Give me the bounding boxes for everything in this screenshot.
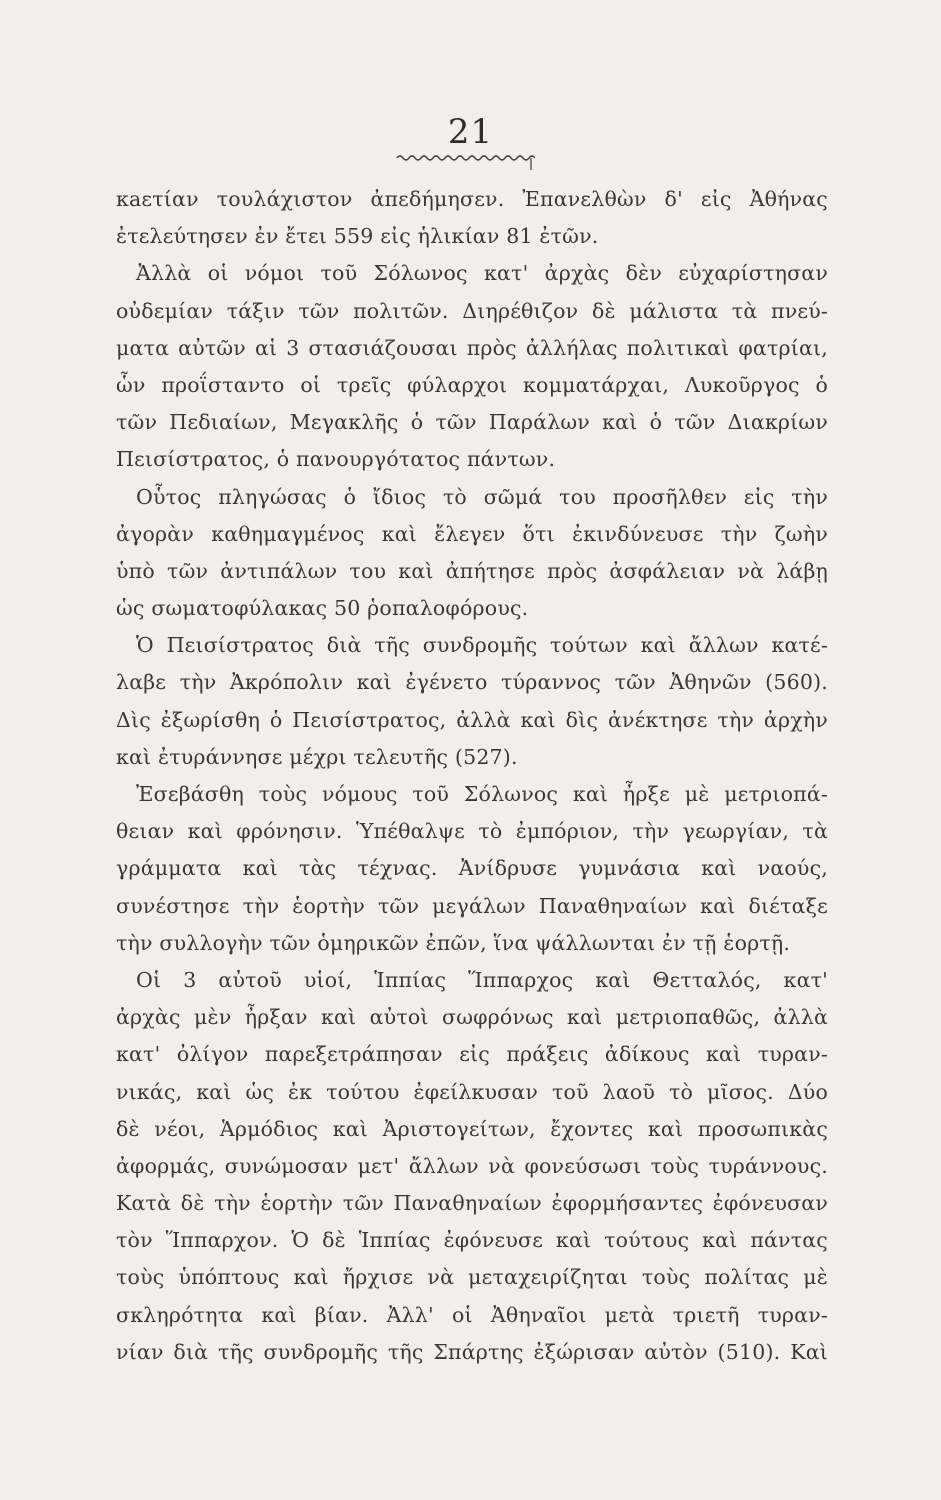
text-line: τὸν Ἵππαρχον. Ὁ δὲ Ἱππίας ἐφόνευσε καὶ τούτους καὶ πάντας xyxy=(116,1228,828,1253)
text-line: θειαν καὶ φρόνησιν. Ὑπέθαλψε τὸ ἐμπόριον, τὴν γεωργίαν, τὰ xyxy=(116,819,828,844)
text-line: συνέστησε τὴν ἑορτὴν τῶν μεγάλων Παναθηναίων καὶ διέταξε xyxy=(116,893,828,918)
page-number: 21 xyxy=(447,112,494,152)
text-line: Ὁ Πεισίστρατος διὰ τῆς συνδρομῆς τούτων καὶ ἄλλων κατέ- xyxy=(136,633,828,658)
text-line: τῶν Πεδιαίων, Μεγακλῆς ὁ τῶν Παράλων καὶ ὁ τῶν Διακρίων xyxy=(116,410,828,435)
body-text xyxy=(116,181,828,1371)
text-line: σκληρότητα καὶ βίαν. Ἀλλ' οἱ Ἀθηναῖοι μετὰ τριετῆ τυραν- xyxy=(116,1302,828,1327)
text-line: ματα αὐτῶν αἱ 3 στασιάζουσαι πρὸς ἀλλήλας πολιτικαὶ φατρίαι, xyxy=(116,335,828,360)
text-line: ἀρχὰς μὲν ἦρξαν καὶ αὐτοὶ σωφρόνως καὶ μετριοπαθῶς, ἀλλὰ xyxy=(116,1005,828,1030)
text-line: Ἀλλὰ οἱ νόμοι τοῦ Σόλωνος κατ' ἀρχὰς δὲν εὐχαρίστησαν xyxy=(136,261,828,286)
text-line: τοὺς ὑπόπτους καὶ ἤρχισε νὰ μεταχειρίζηται τοὺς πολίτας μὲ xyxy=(116,1265,828,1290)
text-line: γράμματα καὶ τὰς τέχνας. Ἀνίδρυσε γυμνάσια καὶ ναούς, xyxy=(116,856,828,881)
text-line: Οὗτος πληγώσας ὁ ἴδιος τὸ σῶμά του προσῆλθεν εἰς τὴν xyxy=(136,484,828,509)
text-line: κατ' ὀλίγον παρεξετράπησαν εἰς πράξεις ἀδίκους καὶ τυραν- xyxy=(116,1042,828,1067)
text-line: οὐδεμίαν τάξιν τῶν πολιτῶν. Διηρέθιζον δὲ μάλιστα τὰ πνεύ- xyxy=(116,298,828,323)
text-line: λαβε τὴν Ἀκρόπολιν καὶ ἐγένετο τύραννος τῶν Ἀθηνῶν (560). xyxy=(116,670,828,695)
text-line: νικάς, καὶ ὡς ἐκ τούτου ἐφείλκυσαν τοῦ λαοῦ τὸ μῖσος. Δύο xyxy=(116,1079,828,1104)
text-line: Κατὰ δὲ τὴν ἑορτὴν τῶν Παναθηναίων ἐφορμήσαντες ἐφόνευσαν xyxy=(116,1191,828,1216)
text-line: Ἐσεβάσθη τοὺς νόμους τοῦ Σόλωνος καὶ ἦρξε μὲ μετριοπά- xyxy=(136,782,828,806)
text-line: ἐτελεύτησεν ἐν ἔτει 559 εἰς ἡλικίαν 81 ἐτῶν. xyxy=(116,224,599,249)
text-line: Οἱ 3 αὐτοῦ υἱοί, Ἱππίας Ἵππαρχος καὶ Θετταλός, κατ' xyxy=(136,967,828,992)
text-line: κaετίαν τουλάχιστον ἀπεδήμησεν. Ἐπανελθὼν δ' εἰς Ἀθήνας xyxy=(116,187,828,211)
text-line: Πεισίστρατος, ὁ πανουργότατος πάντων. xyxy=(116,447,556,472)
text-line: ἀγορὰν καθημαγμένος καὶ ἔλεγεν ὅτι ἐκινδύνευσε τὴν ζωὴν xyxy=(116,521,828,546)
text-line: δὲ νέοι, Ἁρμόδιος καὶ Ἀριστογείτων, ἔχοντες καὶ προσωπικὰς xyxy=(116,1116,828,1141)
text-line: Δὶς ἐξωρίσθη ὁ Πεισίστρατος, ἀλλὰ καὶ δὶς ἀνέκτησε τὴν ἀρχὴν xyxy=(116,707,828,732)
text-line: ἀφορμάς, συνώμοσαν μετ' ἄλλων νὰ φονεύσωσι τοὺς τυράννους. xyxy=(116,1153,828,1178)
text-line: τὴν συλλογὴν τῶν ὁμηρικῶν ἐπῶν, ἵνα ψάλλωνται ἐν τῇ ἑορτῇ. xyxy=(116,930,791,955)
text-line: ὡς σωματοφύλακας 50 ῥοπαλοφόρους. xyxy=(116,596,529,621)
text-line: καὶ ἐτυράννησε μέχρι τελευτῆς (527). xyxy=(116,744,518,769)
text-line: νίαν διὰ τῆς συνδρομῆς τῆς Σπάρτης ἐξώρισαν αὐτὸν (510). Καὶ xyxy=(116,1339,828,1364)
wavy-rule-ornament xyxy=(395,150,535,172)
text-line: ὧν προΐσταντο οἱ τρεῖς φύλαρχοι κομματάρχαι, Λυκοῦργος ὁ xyxy=(116,372,828,397)
text-line: ὑπὸ τῶν ἀντιπάλων του καὶ ἀπήτησε πρὸς ἀσφάλειαν νὰ λάβῃ xyxy=(116,558,828,583)
